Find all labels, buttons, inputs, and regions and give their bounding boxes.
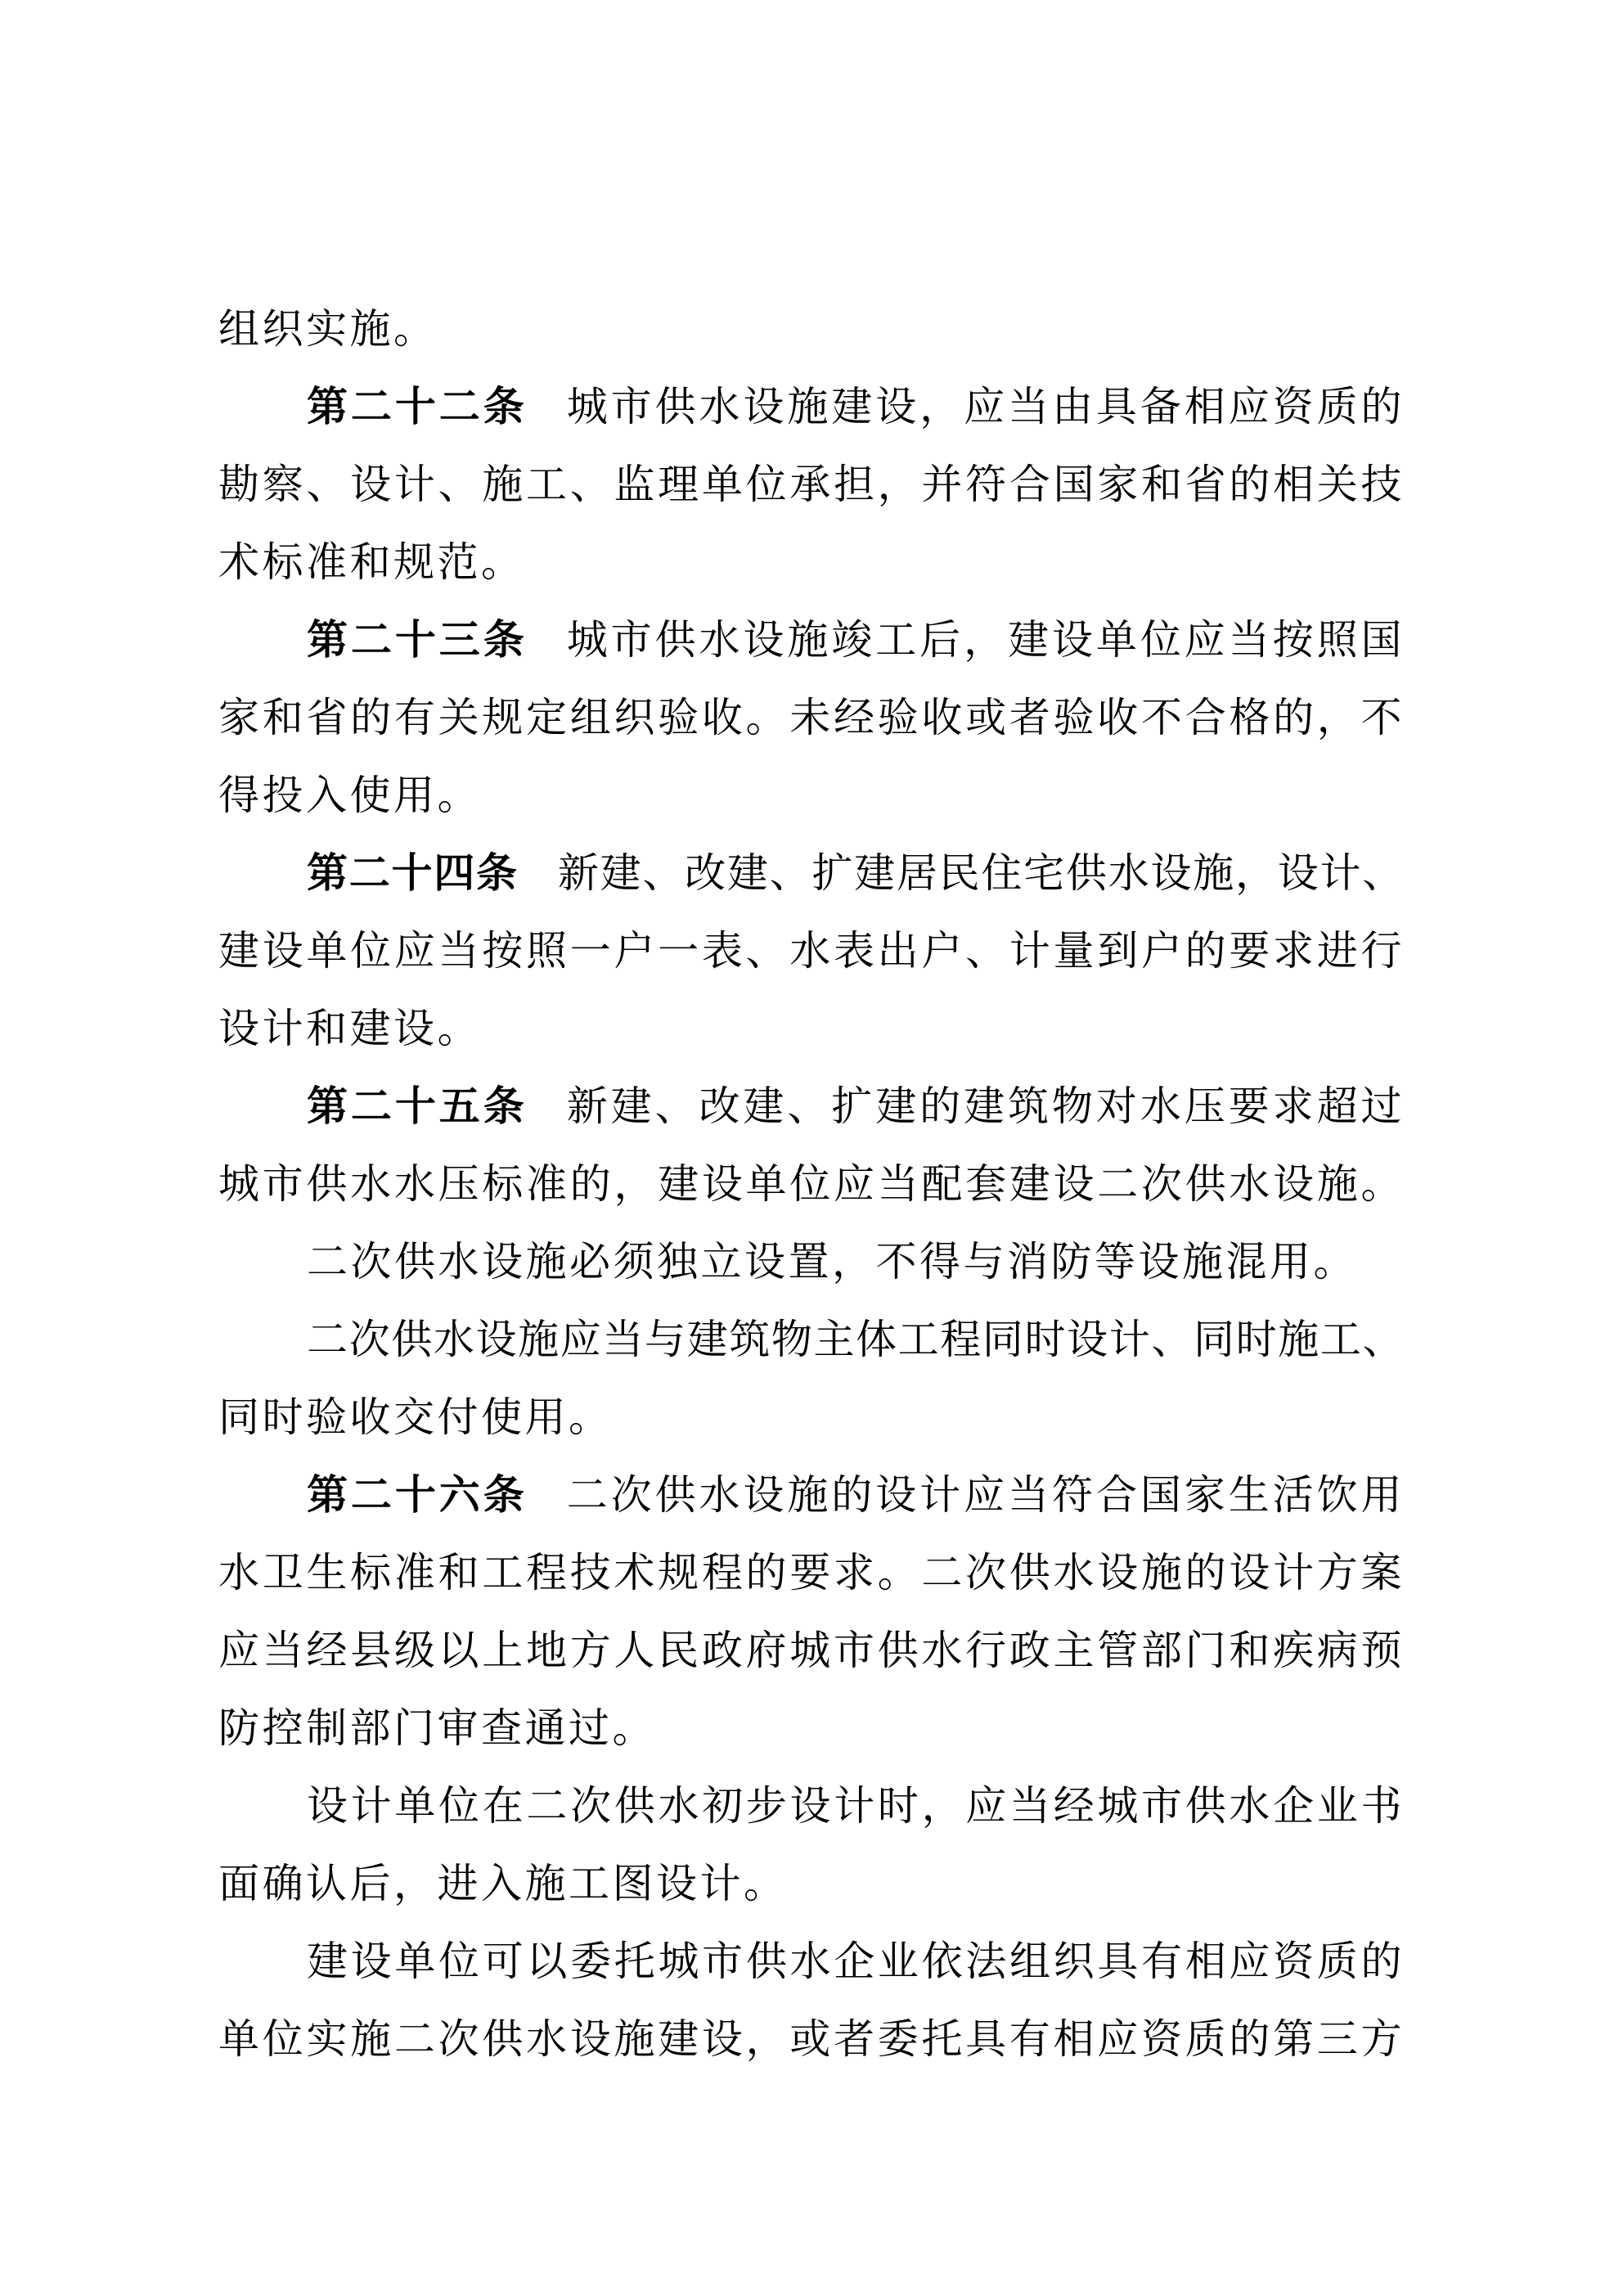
line-text: 得投入使用。 (218, 772, 481, 818)
line-text: 设计和建设。 (218, 1006, 481, 1051)
line-text: 城市供水设施建设，应当由具备相应资质的 (566, 384, 1405, 430)
line-text: 二次供水设施应当与建筑物主体工程同时设计、同时施工、 (307, 1317, 1405, 1362)
text-line (218, 1456, 1405, 1534)
line-text: 勘察、设计、施工、监理单位承担，并符合国家和省的相关技 (218, 461, 1405, 507)
line-text: 建设单位应当按照一户一表、水表出户、计量到户的要求进行 (218, 928, 1405, 974)
article-number-heading: 第二十三条 (307, 617, 528, 663)
line-text: 单位实施二次供水设施建设，或者委托具有相应资质的第三方 (218, 2016, 1405, 2062)
text-line (218, 757, 1405, 835)
text-line (218, 1612, 1405, 1690)
line-text: 新建、改建、扩建居民住宅供水设施，设计、 (557, 850, 1405, 896)
text-line (218, 990, 1405, 1068)
text-line (218, 1301, 1405, 1379)
line-text: 二次供水设施必须独立设置，不得与消防等设施混用。 (307, 1239, 1357, 1285)
line-text: 术标准和规范。 (218, 539, 525, 585)
text-line (218, 1845, 1405, 1923)
line-text: 城市供水设施竣工后，建设单位应当按照国 (566, 617, 1405, 663)
line-text: 家和省的有关规定组织验收。未经验收或者验收不合格的，不 (218, 695, 1405, 741)
line-text: 同时验收交付使用。 (218, 1394, 613, 1440)
line-text: 组织实施。 (218, 306, 438, 352)
text-line (218, 1767, 1405, 1845)
text-line (218, 1534, 1405, 1612)
line-text: 防控制部门审查通过。 (218, 1705, 656, 1751)
text-line (218, 1223, 1405, 1301)
text-block (218, 290, 1405, 2078)
text-line (218, 2001, 1405, 2078)
line-text: 面确认后，进入施工图设计。 (218, 1861, 788, 1907)
text-line (218, 679, 1405, 757)
text-line (218, 446, 1405, 524)
text-line (218, 912, 1405, 990)
text-line (218, 290, 1405, 368)
text-line (218, 1379, 1405, 1456)
line-text: 应当经县级以上地方人民政府城市供水行政主管部门和疾病预 (218, 1627, 1405, 1673)
line-text: 设计单位在二次供水初步设计时，应当经城市供水企业书 (307, 1783, 1405, 1829)
text-line (218, 1068, 1405, 1146)
line-text: 建设单位可以委托城市供水企业依法组织具有相应资质的 (307, 1938, 1405, 1984)
article-number-heading: 第二十四条 (307, 850, 519, 896)
text-line (218, 368, 1405, 446)
text-line (218, 601, 1405, 679)
line-text: 城市供水水压标准的，建设单位应当配套建设二次供水设施。 (218, 1161, 1405, 1207)
text-line (218, 1146, 1405, 1223)
line-text: 新建、改建、扩建的建筑物对水压要求超过 (566, 1083, 1405, 1129)
line-text: 二次供水设施的设计应当符合国家生活饮用 (566, 1472, 1405, 1518)
text-line (218, 1690, 1405, 1767)
text-line (218, 524, 1405, 601)
line-text: 水卫生标准和工程技术规程的要求。二次供水设施的设计方案 (218, 1550, 1405, 1596)
article-number-heading: 第二十五条 (307, 1083, 528, 1129)
article-number-heading: 第二十六条 (307, 1472, 528, 1518)
article-number-heading: 第二十二条 (307, 384, 528, 430)
text-line (218, 1923, 1405, 2001)
text-line (218, 835, 1405, 912)
